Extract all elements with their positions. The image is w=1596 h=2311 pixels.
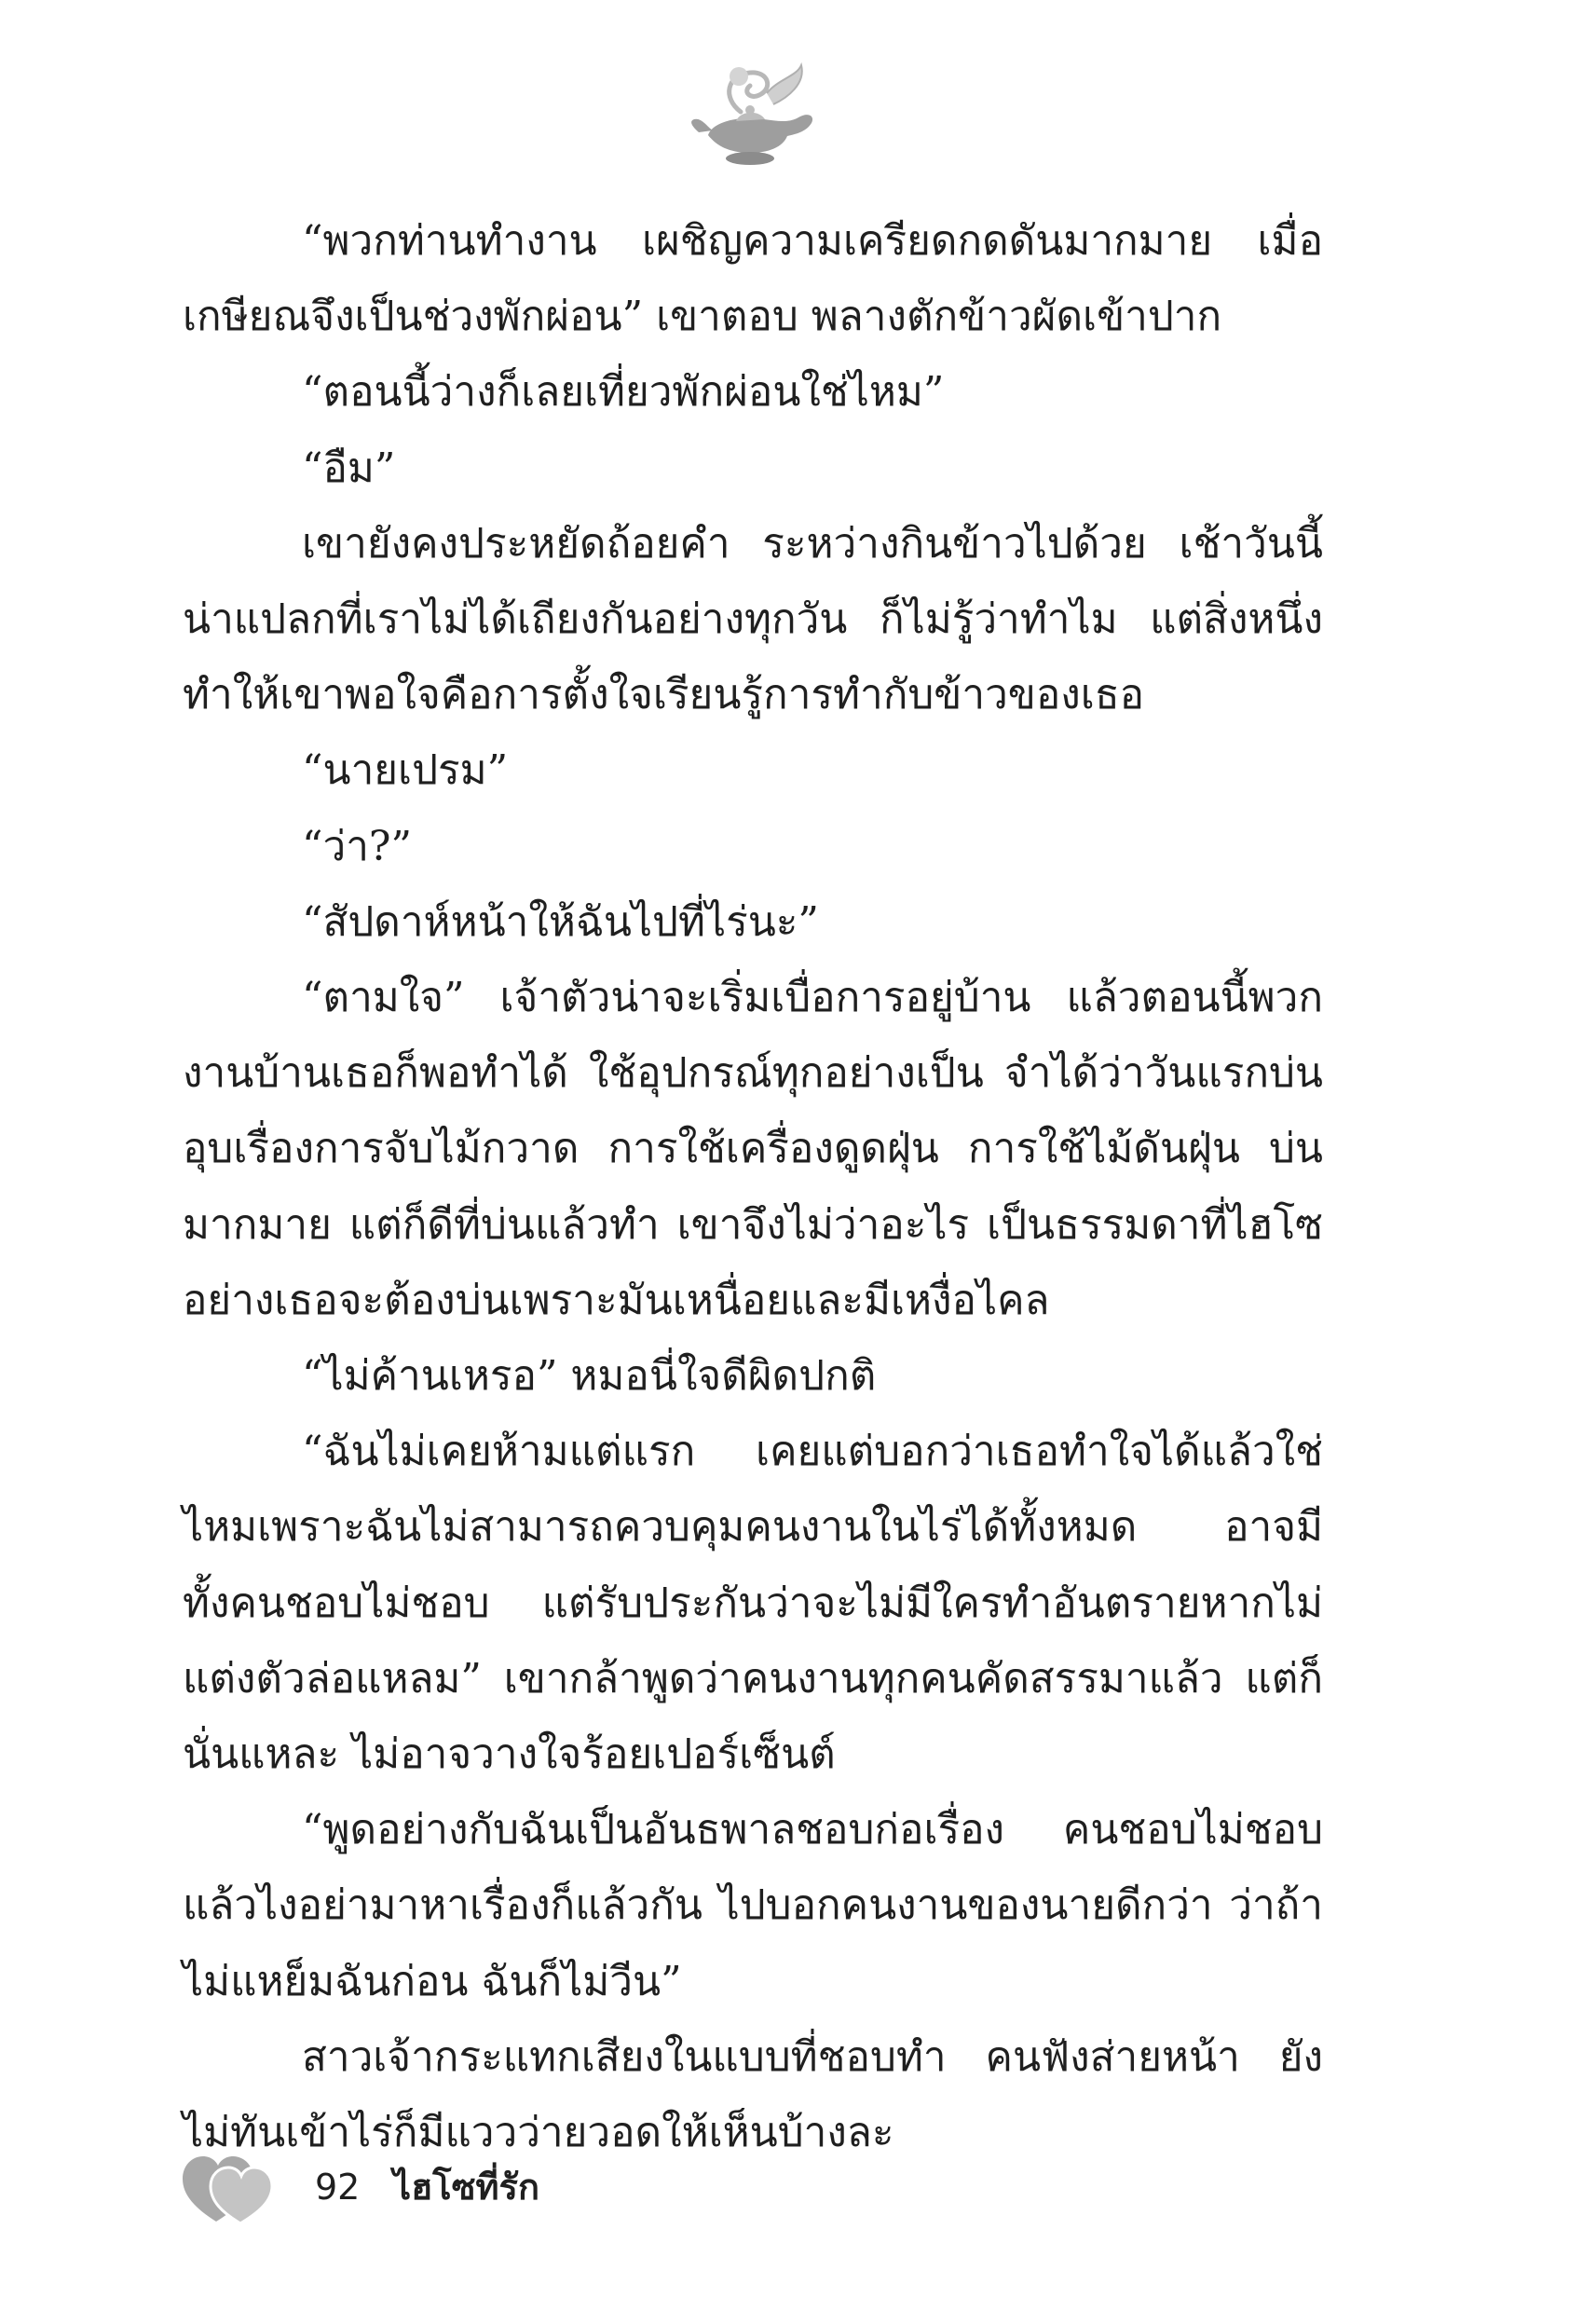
paragraph: “นายเปรม” — [302, 746, 509, 795]
paragraph: “พูดอย่างกับฉันเป็นอันธพาลชอบก่อเรื่อง คนชอบไม่ชอบแล้วไงอย่ามาหาเรื่องก็แล้วกัน ไปบอกคนงานของนายดีกว่า ว่าถ้าไม่แหย็มฉันก่อน ฉันก็ไม่วีน” — [183, 1806, 1323, 2005]
paragraph: “สัปดาห์หน้าให้ฉันไปที่ไร่นะ” — [302, 897, 819, 946]
chapter-body-text — [183, 203, 1323, 2170]
page-footer — [179, 2145, 831, 2229]
paragraph: “ไม่ค้านเหรอ” หมอนี่ใจดีผิดปกติ — [302, 1352, 877, 1401]
paragraph: “ตามใจ” เจ้าตัวน่าจะเริ่มเบื่อการอยู่บ้าน แล้วตอนนี้พวกงานบ้านเธอก็พอทำได้ ใช้อุปกรณ์ทุกอย่างเป็น จำได้ว่าวันแรกบ่นอุบเรื่องการจับไม้กวาด การใช้เครื่องดูดฝุ่น การใช้ไม้ดันฝุ่น บ่นมากมาย แต่ก็ดีที่บ่นแล้วทำ เขาจึงไม่ว่าอะไร เป็นธรรมดาที่ไฮโซอย่างเธอจะต้องบ่นเพราะมันเหนื่อยและมีเหงื่อไคล — [183, 974, 1323, 1324]
page-number: 92 — [315, 2167, 361, 2208]
paragraph: สาวเจ้ากระแทกเสียงในแบบที่ชอบทำ คนฟังส่ายหน้า ยังไม่ทันเข้าไร่ก็มีแววว่ายวอดให้เห็นบ้างละ — [183, 2032, 1323, 2157]
paragraph: “ตอนนี้ว่างก็เลยเที่ยวพักผ่อนใช่ไหม” — [302, 368, 945, 417]
paragraph: เขายังคงประหยัดถ้อยคำ ระหว่างกินข้าวไปด้วย เช้าวันนี้น่าแปลกที่เราไม่ได้เถียงกันอย่างทุกวัน ก็ไม่รู้ว่าทำไม แต่สิ่งหนึ่งทำให้เขาพอใจคือการตั้งใจเรียนรู้การทำกับข้าวของเธอ — [183, 519, 1323, 719]
hearts-icon — [179, 2145, 281, 2227]
paragraph: “ฉันไม่เคยห้ามแต่แรก เคยแต่บอกว่าเธอทำใจได้แล้วใช่ไหมเพราะฉันไม่สามารถควบคุมคนงานในไร่ได้ทั้งหมด อาจมีทั้งคนชอบไม่ชอบ แต่รับประกันว่าจะไม่มีใครทำอันตรายหากไม่แต่งตัวล่อแหลม” เขากล้าพูดว่าคนงานทุกคนคัดสรรมาแล้ว แต่ก็นั่นแหละ ไม่อาจวางใจร้อยเปอร์เซ็นต์ — [183, 1428, 1323, 1779]
book-title: ไฮโซที่รัก — [393, 2167, 539, 2208]
paragraph: “พวกท่านทำงาน เผชิญความเครียดกดดันมากมาย เมื่อเกษียณจึงเป็นช่วงพักผ่อน” เขาตอบ พลางตักข้าวผัดเข้าปาก — [183, 217, 1323, 341]
genie-lamp-ornament-icon — [685, 56, 825, 177]
paragraph: “อืม” — [302, 444, 396, 492]
paragraph: “ว่า?” — [302, 822, 412, 870]
